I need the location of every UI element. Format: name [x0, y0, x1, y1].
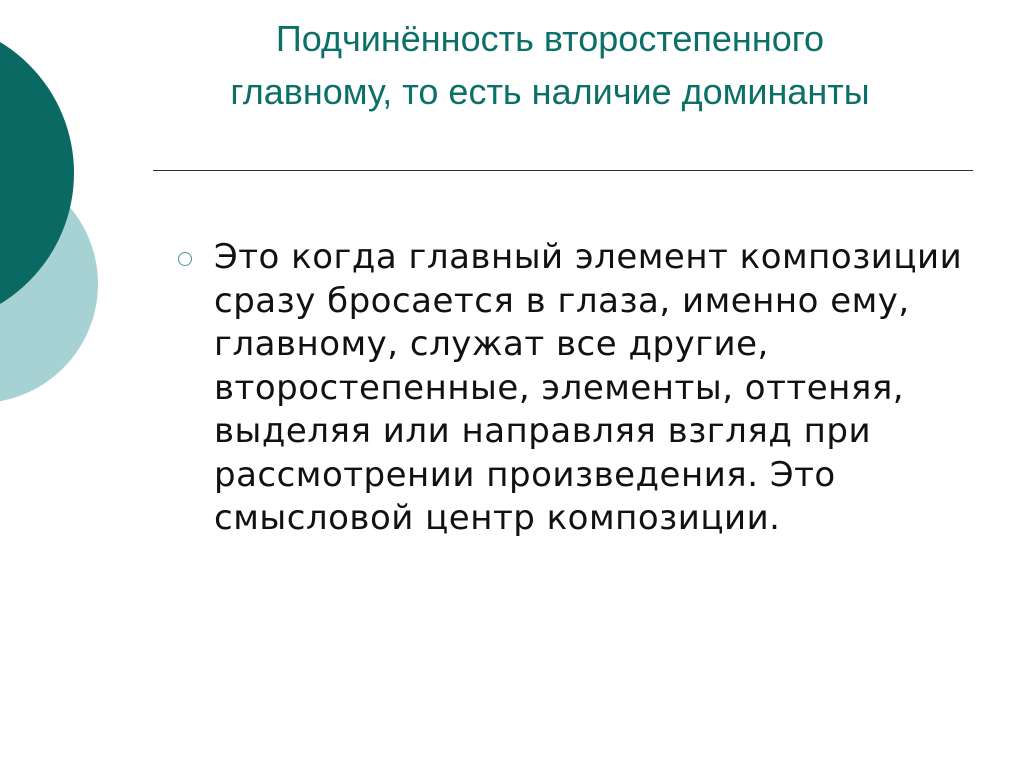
slide-title: Подчинённость второстепенного главному, то есть наличие доминанты	[230, 18, 870, 112]
circle-bullet-icon	[178, 252, 192, 266]
title-divider	[153, 170, 973, 171]
bullet-text: Это когда главный элемент композиции сразу бросается в глаза, именно ему, главному, служат все другие, второстепенные, элементы, оттеняя, выделяя или направляя взгляд при рассмотрении произведения. Это смысловой центр композиции.	[214, 237, 963, 538]
